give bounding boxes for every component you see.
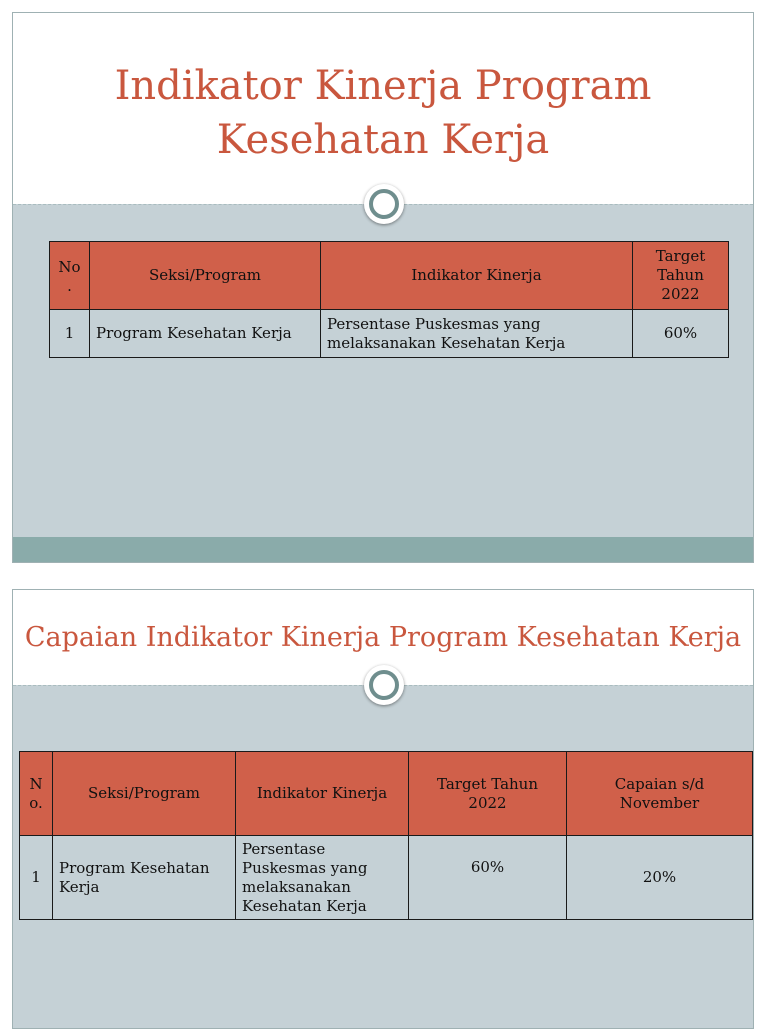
cell-program (53, 836, 236, 920)
cell-indikator (321, 310, 633, 358)
header-capaian-line-2: November (619, 793, 700, 812)
header-capaian (567, 752, 753, 836)
table-row (50, 310, 729, 358)
cell-target: 60% (633, 310, 729, 358)
header-no: No . (50, 242, 90, 310)
slide-1-title-line-1: Indikator Kinerja Program (114, 63, 652, 109)
header-program: Seksi/Program (90, 242, 321, 310)
indicator-table (49, 241, 729, 358)
header-target-line-3: 2022 (661, 285, 700, 303)
cell-indikator-line-2: melaksanakan Kesehatan Kerja (327, 333, 566, 352)
header-indikator: Indikator Kinerja (321, 242, 633, 310)
cell-target: 60% (409, 836, 567, 920)
header-target-line-2: Tahun (657, 266, 704, 284)
header-program: Seksi/Program (53, 752, 236, 836)
slide-2 (12, 589, 754, 1029)
cell-capaian: 20% (567, 836, 753, 920)
circle-ornament-icon (364, 184, 404, 224)
cell-indikator-line-3: melaksanakan (242, 877, 351, 896)
table-header-row (50, 242, 729, 310)
achievement-table (19, 751, 753, 920)
header-target (633, 242, 729, 310)
cell-program-line-1: Program Kesehatan (59, 858, 210, 877)
header-target-line-1: Target (655, 247, 706, 265)
cell-indikator-line-4: Kesehatan Kerja (242, 896, 367, 915)
cell-indikator-line-2: Puskesmas yang (242, 858, 368, 877)
cell-indikator-line-1: Persentase (242, 839, 326, 858)
header-target-line-1: Target Tahun (437, 774, 538, 793)
header-no: N o. (20, 752, 53, 836)
slide-1 (12, 12, 754, 563)
cell-indikator (236, 836, 409, 920)
slide-1-bottom-band (13, 537, 753, 562)
circle-ornament-icon (364, 665, 404, 705)
header-target-line-2: 2022 (468, 793, 507, 812)
table-header-row (20, 752, 753, 836)
header-capaian-line-1: Capaian s/d (614, 774, 705, 793)
cell-program-line-2: Kerja (59, 877, 100, 896)
header-target (409, 752, 567, 836)
slide-1-title (13, 59, 753, 167)
cell-no: 1 (50, 310, 90, 358)
slide-2-title: Capaian Indikator Kinerja Program Kesehatan Kerja (24, 622, 742, 653)
cell-no: 1 (20, 836, 53, 920)
header-indikator: Indikator Kinerja (236, 752, 409, 836)
slide-1-title-line-2: Kesehatan Kerja (216, 117, 550, 163)
cell-program: Program Kesehatan Kerja (90, 310, 321, 358)
table-row (20, 836, 753, 920)
cell-indikator-line-1: Persentase Puskesmas yang (327, 314, 541, 333)
